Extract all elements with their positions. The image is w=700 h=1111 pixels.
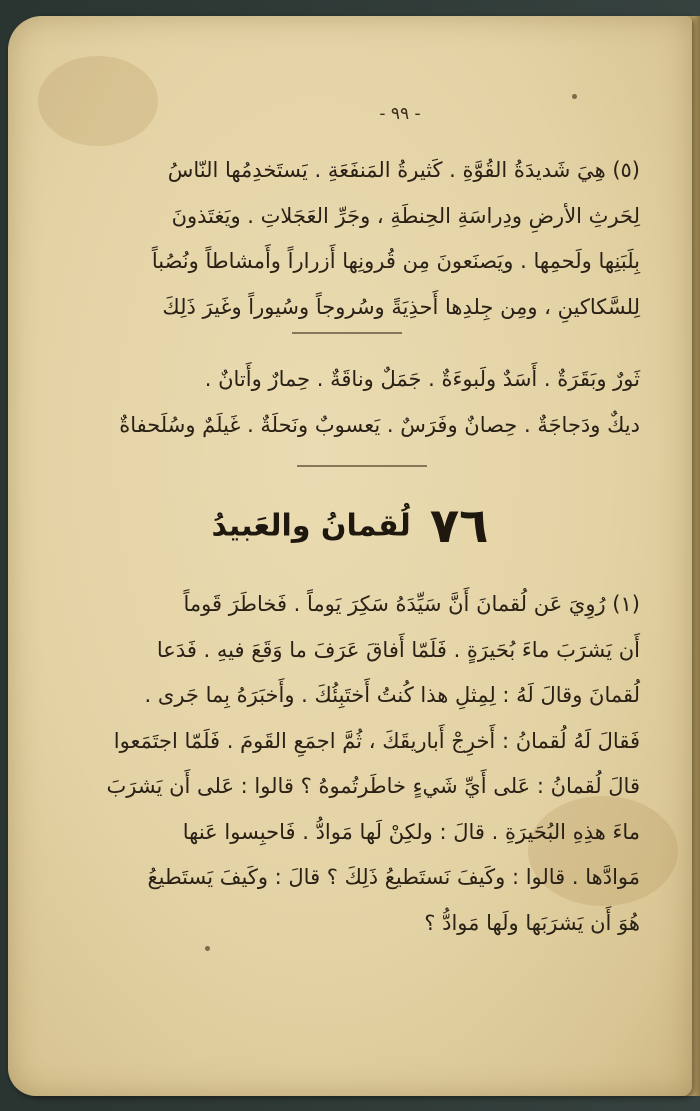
section-divider [292, 332, 402, 334]
word-pairs-line: ثَورٌ وبَقَرَةٌ . أَسَدٌ ولَبوءَةٌ . جَمَلٌ وناقَةٌ . حِمارٌ وأَتانٌ . [204, 367, 640, 391]
paragraph-2-line: فَقالَ لَهُ لُقمانُ : أَخرِجْ أَباريقَكَ ، ثُمَّ اجمَعِ القَومَ . فَلَمّا اجتَمَعوا [113, 728, 640, 753]
paragraph-1-line: لِلسَّكاكينِ ، ومِن جِلدِها أَحذِيَةً وسُروجاً وسُيوراً وغَيرَ ذَلِكَ [162, 294, 640, 319]
paper-stain [38, 56, 158, 146]
paragraph-1 [151, 148, 640, 330]
paragraph-2-line: هُوَ أَن يَشرَبَها ولَها مَوادُّ ؟ [424, 910, 640, 935]
paragraph-2-line: لُقمانَ وقالَ لَهُ : لِمِثلِ هذا كُنتُ أَختَبِئُكَ . وأَخبَرَهُ بِما جَرى . [144, 683, 640, 707]
paper-speck [205, 946, 210, 951]
lesson-number: ٧٦ [429, 498, 489, 554]
paragraph-2-line: أَن يَشرَبَ ماءَ بُحَيرَةٍ . فَلَمّا أَفاقَ عَرَفَ ما وَقَعَ فيهِ . فَدَعا [156, 637, 640, 662]
paragraph-1-line: لِحَرثِ الأرضِ ودِراسَةِ الحِنطَةِ ، وجَرِّ العَجَلاتِ . ويَغتَذونَ [171, 203, 640, 228]
lesson-heading [160, 498, 540, 568]
section-divider [297, 465, 427, 467]
paragraph-2-line: مَوادَّها . قالوا : وكَيفَ نَستَطيعُ ذَلِكَ ؟ قالَ : وكَيفَ يَستَطيعُ [147, 865, 640, 889]
word-pairs [119, 357, 640, 448]
word-pairs-line: ديكٌ ودَجاجَةٌ . حِصانٌ وفَرَسٌ . يَعسوبٌ ونَحلَةٌ . غَيلَمٌ وسُلَحفاةٌ [119, 412, 640, 437]
paragraph-2-line: ماءَ هذِهِ البُحَيرَةِ . قالَ : ولكِنْ لَها مَوادُّ . فَاحبِسوا عَنها [182, 819, 640, 844]
paragraph-1-line: بِلَبَنِها ولَحمِها . ويَصنَعونَ مِن قُرونِها أَزراراً وأَمشاطاً ونُصُباً [151, 249, 640, 273]
lesson-title: لُقمانُ والعَبيدُ [211, 508, 411, 544]
paragraph-2 [106, 582, 640, 946]
paper-speck [572, 94, 577, 99]
paragraph-2-line: (١) رُوِيَ عَن لُقمانَ أَنَّ سَيِّدَهُ سَكِرَ يَوماً . فَخاطَرَ قَوماً [183, 592, 640, 616]
paragraph-1-line: (٥) هِيَ شَديدَةُ القُوَّةِ . كَثيرةُ المَنفَعَةِ . يَستَخدِمُها النّاسُ [167, 158, 640, 182]
paragraph-2-line: قالَ لُقمانُ : عَلى أَيِّ شَيءٍ خاطَرتُموهُ ؟ قالوا : عَلى أَن يَشرَبَ [106, 774, 640, 798]
page-number: - ٩٩ - [379, 104, 421, 124]
